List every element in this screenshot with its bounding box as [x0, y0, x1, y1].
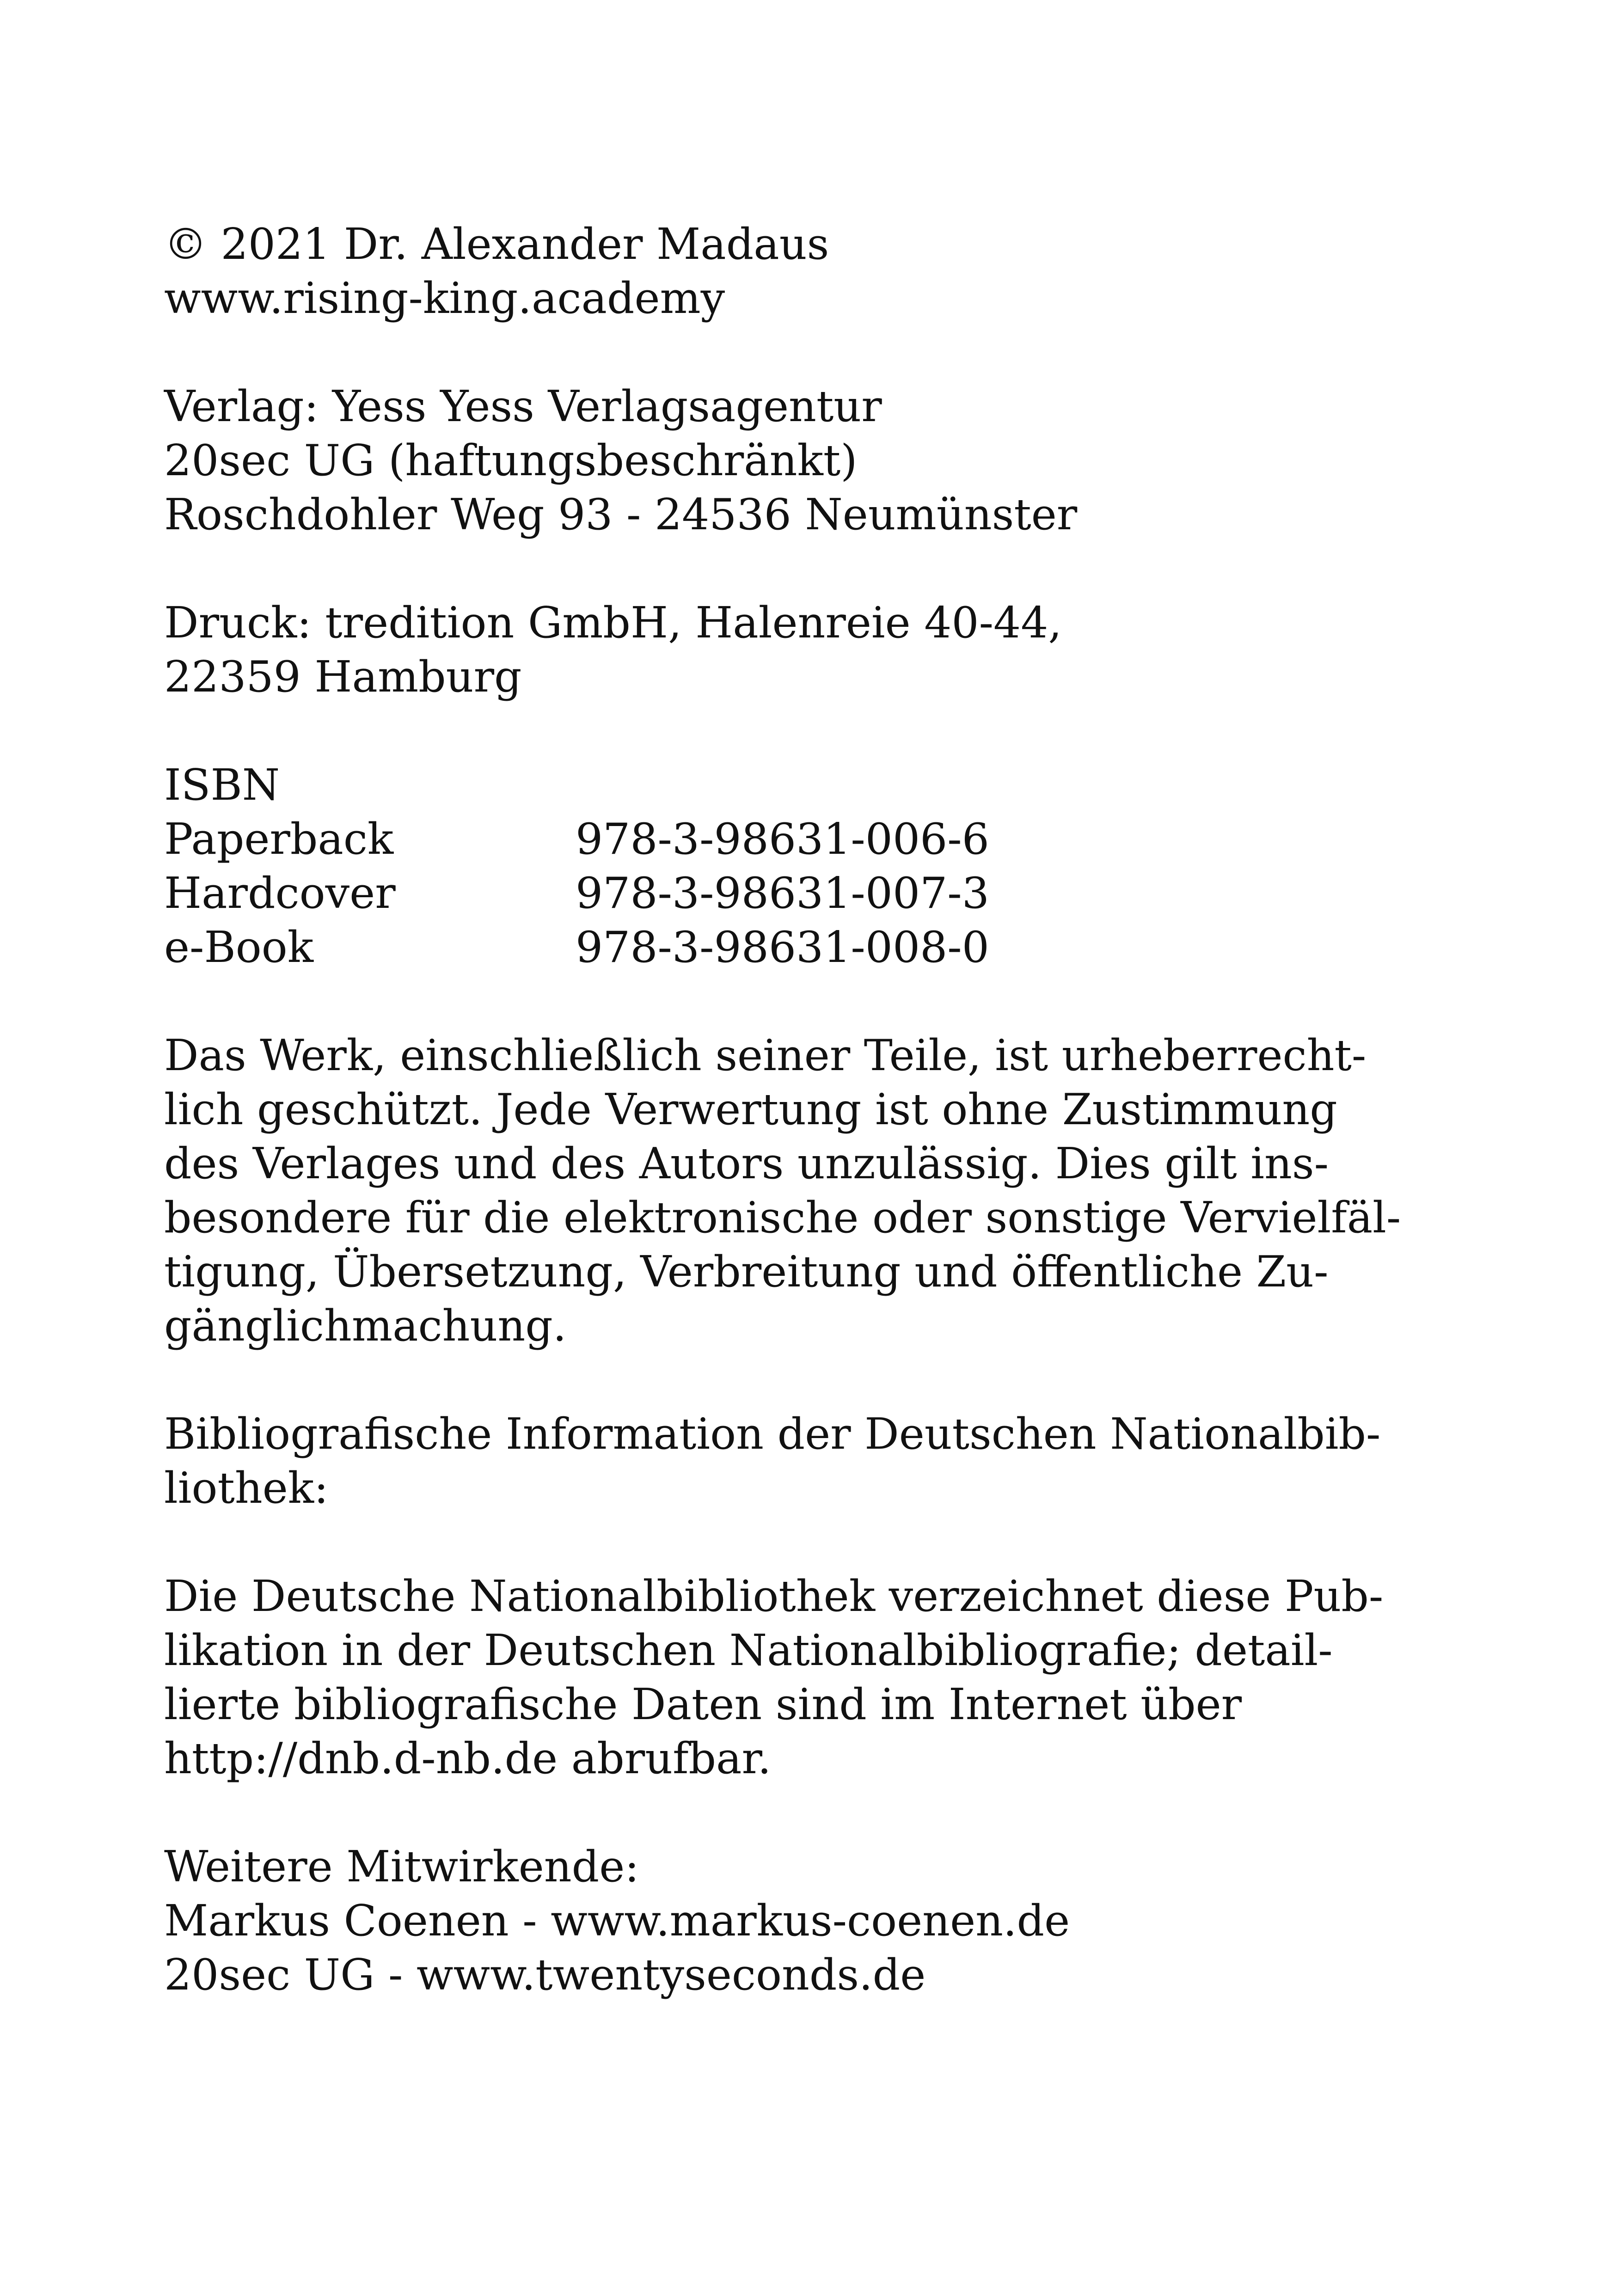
- rights-line: des Verlages und des Autors unzulässig. Dies gilt ins-: [164, 1139, 1329, 1188]
- bibliography-body-line: likation in der Deutschen Nationalbibliografie; detail-: [164, 1625, 1333, 1675]
- bibliography-heading-line: Bibliografische Information der Deutschen Nationalbib-: [164, 1409, 1381, 1459]
- isbn-number: 978-3-98631-007-3: [576, 868, 989, 918]
- contributor-line: Markus Coenen - www.markus-coenen.de: [164, 1896, 1070, 1946]
- bibliography-body-line: lierte bibliografische Daten sind im Internet über: [164, 1679, 1242, 1729]
- section-gap: [164, 974, 1505, 1029]
- publisher-address: Roschdohler Weg 93 - 24536 Neumünster: [164, 490, 1078, 539]
- rights-line: lich geschützt. Jede Verwertung ist ohne Zustimmung: [164, 1084, 1337, 1134]
- isbn-format-label: Paperback: [164, 814, 394, 864]
- bibliography-link-line: http://dnb.d-nb.de abrufbar.: [164, 1733, 772, 1783]
- bibliography-body-line: Die Deutsche Nationalbibliothek verzeichnet diese Pub-: [164, 1571, 1384, 1621]
- isbn-format-label: Hardcover: [164, 868, 396, 918]
- rights-line: tigung, Übersetzung, Verbreitung und öffentliche Zu-: [164, 1247, 1329, 1297]
- rights-line: Das Werk, einschließlich seiner Teile, ist urheberrecht-: [164, 1030, 1367, 1080]
- section-gap: [164, 704, 1505, 758]
- isbn-number: 978-3-98631-008-0: [576, 922, 989, 972]
- contributor-line: 20sec UG - www.twentyseconds.de: [164, 1950, 926, 2000]
- isbn-row: [164, 920, 1505, 974]
- section-gap: [164, 542, 1505, 596]
- author-website: www.rising-king.academy: [164, 273, 725, 323]
- rights-line: gänglichmachung.: [164, 1301, 567, 1351]
- section-gap: [164, 1786, 1505, 1840]
- print-line: Druck: tredition GmbH, Halenreie 40-44,: [164, 598, 1062, 648]
- print-city: 22359 Hamburg: [164, 652, 522, 702]
- isbn-heading: ISBN: [164, 760, 280, 810]
- publisher-company: 20sec UG (haftungsbeschränkt): [164, 435, 858, 485]
- rights-line: besondere für die elektronische oder sonstige Vervielfäl-: [164, 1193, 1401, 1243]
- isbn-format-label: e-Book: [164, 922, 314, 972]
- isbn-row: [164, 866, 1505, 920]
- imprint-text: [164, 217, 1505, 2002]
- isbn-number: 978-3-98631-006-6: [576, 814, 989, 864]
- isbn-row: [164, 812, 1505, 866]
- section-gap: [164, 1515, 1505, 1569]
- section-gap: [164, 325, 1505, 380]
- publisher-line: Verlag: Yess Yess Verlagsagentur: [164, 381, 882, 431]
- contributors-heading: Weitere Mitwirkende:: [164, 1842, 639, 1892]
- bibliography-heading-line: liothek:: [164, 1463, 329, 1513]
- copyright-line: © 2021 Dr. Alexander Madaus: [164, 219, 829, 269]
- section-gap: [164, 1353, 1505, 1407]
